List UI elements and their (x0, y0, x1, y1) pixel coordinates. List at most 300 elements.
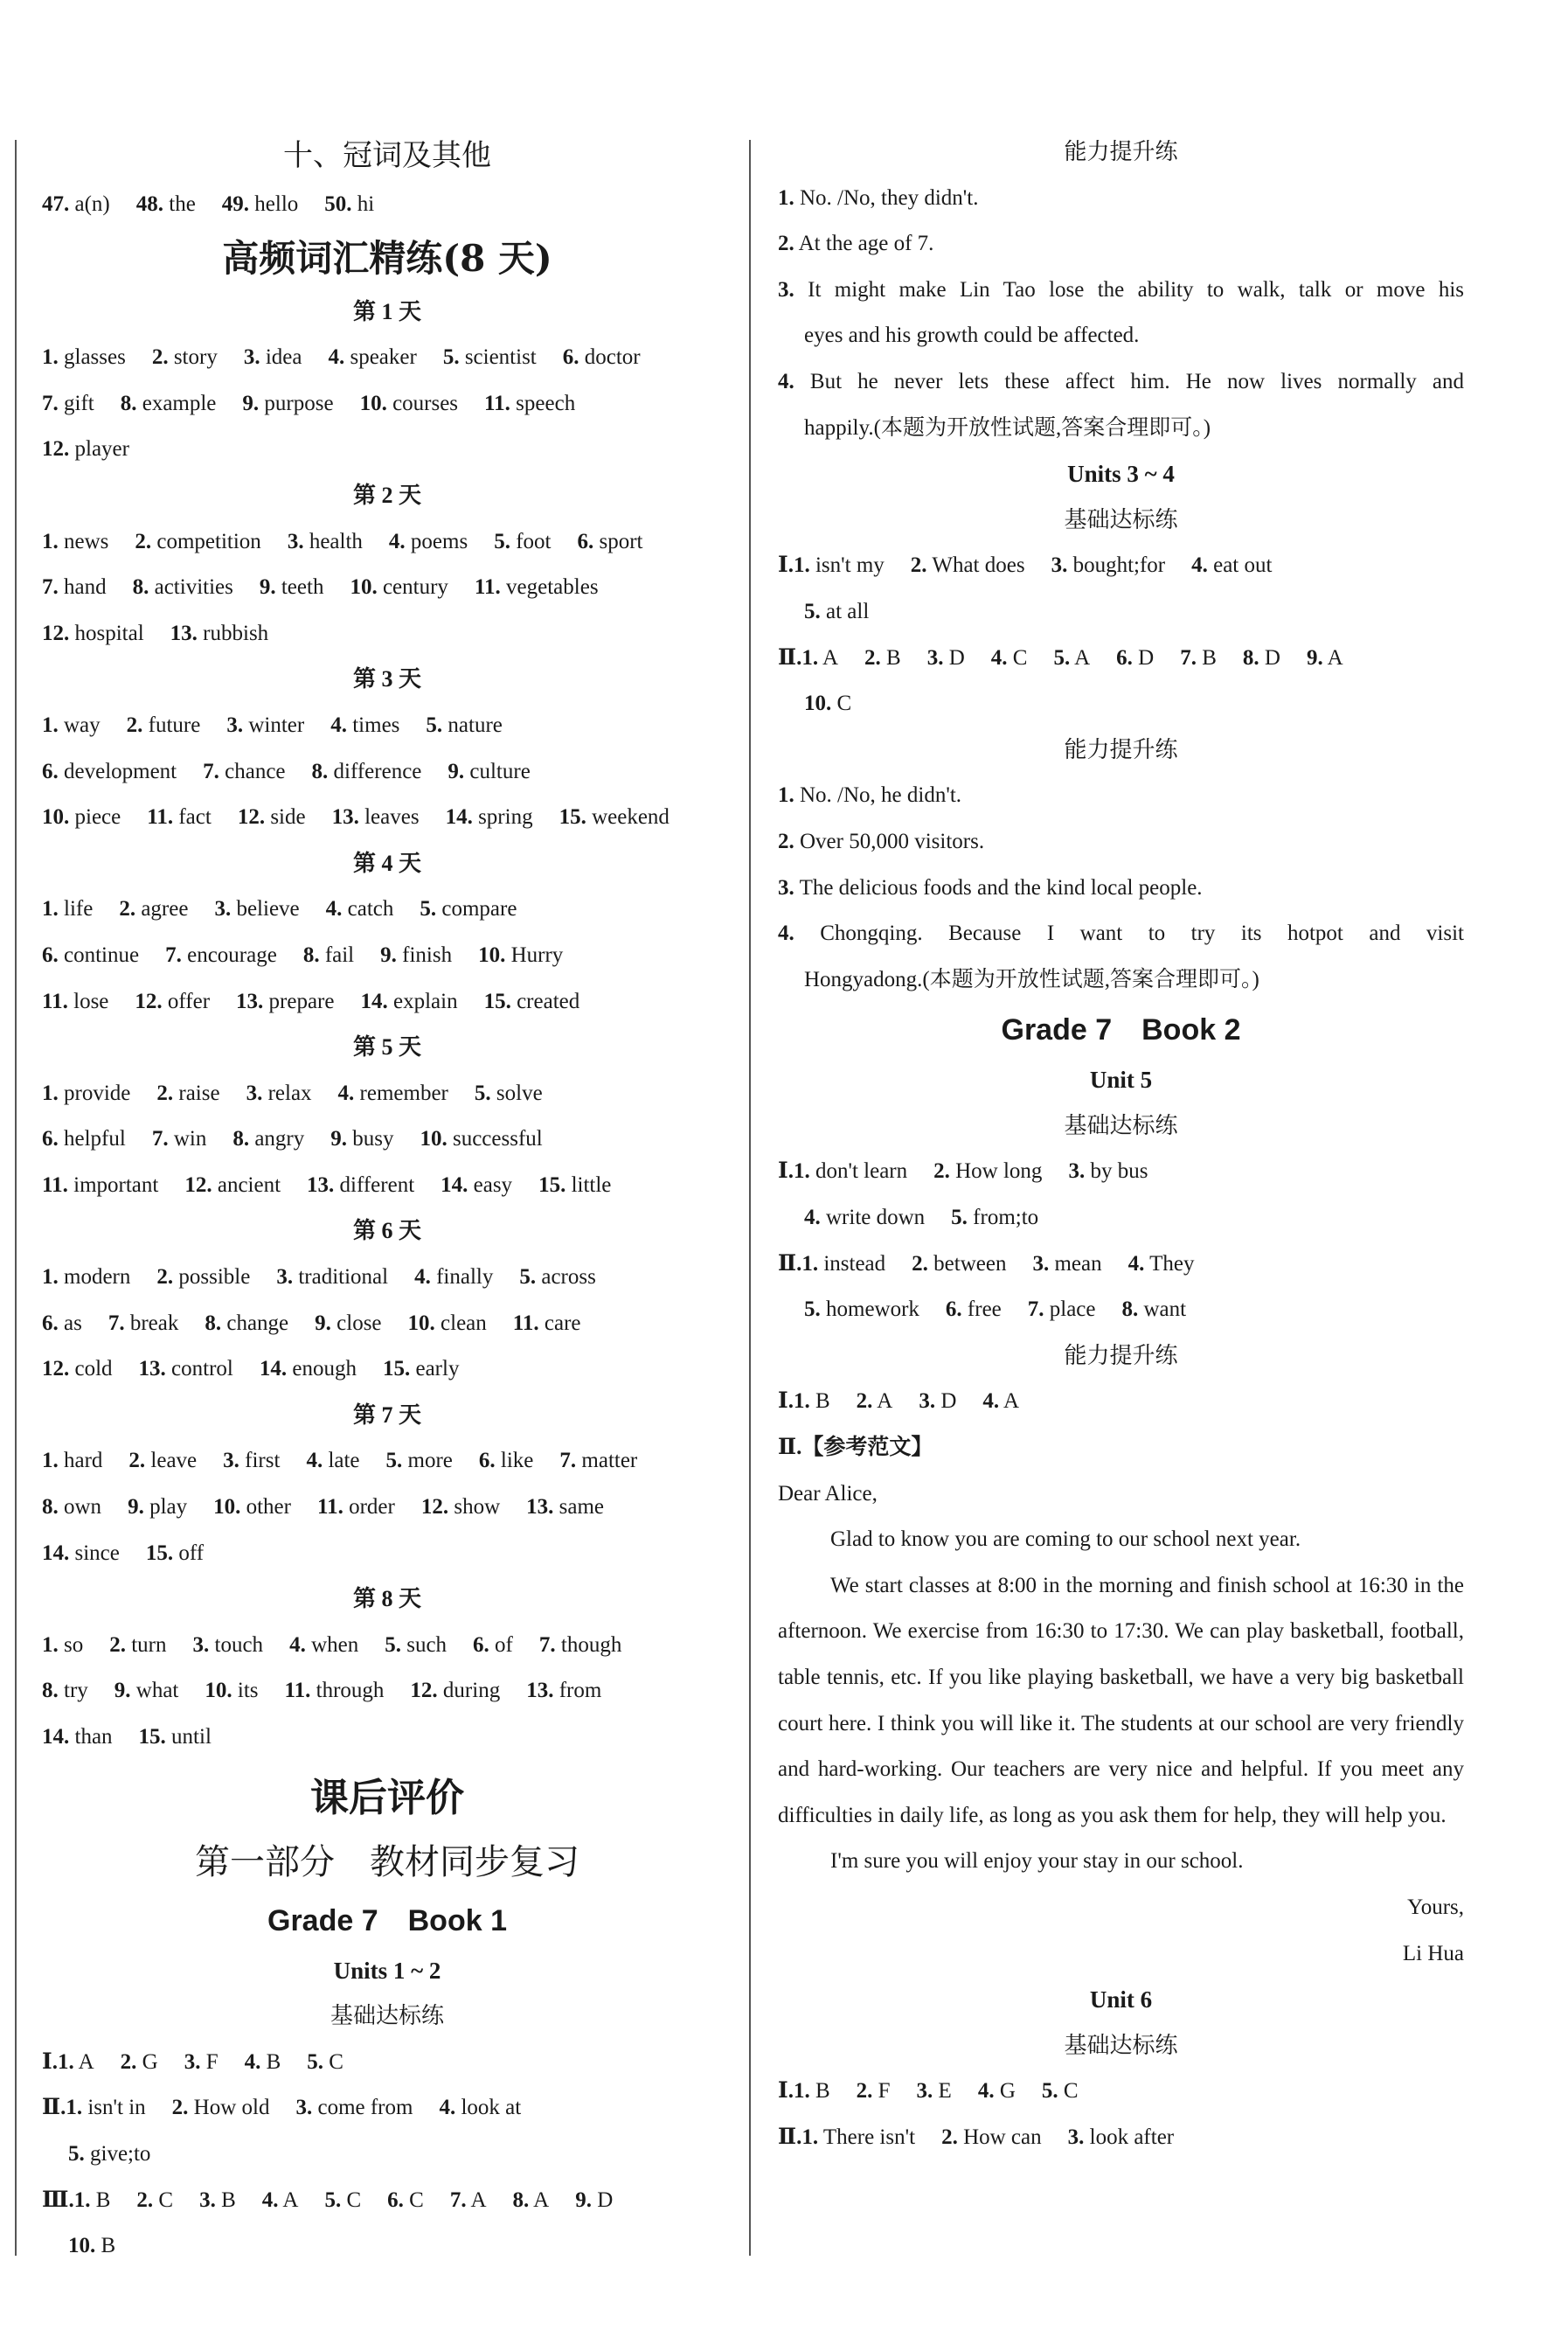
ability-practice-title: 能力提升练 (1064, 139, 1178, 165)
item-answer: F (878, 2079, 891, 2104)
item-answer: as (64, 1311, 82, 1335)
item-number: 4. (244, 2049, 261, 2074)
item-answer: B (266, 2049, 281, 2074)
answer-item (778, 1379, 830, 1425)
item-answer: believe (236, 897, 300, 922)
item-answer: isn't in (87, 2096, 146, 2120)
answer-item (324, 182, 374, 228)
item-number: 5. (385, 1632, 401, 1657)
item-number: 9. (259, 575, 276, 600)
item-number: 5. (442, 345, 460, 370)
item-number: 15. (138, 1725, 166, 1749)
answer-item (941, 2115, 1042, 2161)
item-answer: between (933, 1251, 1007, 1276)
answer-item (232, 1116, 304, 1163)
item-number: 8. (232, 1127, 250, 1151)
item-answer: other (246, 1495, 291, 1520)
item-answer: glasses (64, 345, 126, 370)
item-answer: A (877, 1389, 893, 1414)
item-number: 10. (42, 805, 70, 830)
item-number: 5. (68, 2141, 85, 2166)
item-number: 2. (119, 897, 136, 922)
item-answer: But he never lets these affect him. He now lives normally and (809, 369, 1465, 393)
answer-item (912, 1242, 1006, 1288)
item-number: 3. (295, 2096, 313, 2120)
answer-item (804, 681, 851, 727)
item-answer: century (382, 575, 448, 600)
item-number: 11. (42, 1172, 68, 1197)
answer-item (1243, 636, 1280, 682)
item-number: 3. (276, 1265, 294, 1290)
item-answer: change (226, 1311, 289, 1335)
item-number: 7. (42, 391, 59, 415)
item-answer: clean (441, 1311, 487, 1335)
item-answer: story (173, 345, 218, 370)
item-number: Ⅲ.1. (42, 2187, 91, 2212)
answer-item (128, 1485, 187, 1531)
item-answer: same (559, 1495, 605, 1520)
unit-title: Unit 6 (1089, 1986, 1153, 2014)
item-answer: important (73, 1172, 159, 1197)
item-answer: easy (473, 1172, 513, 1197)
answer-line (42, 887, 732, 933)
answer-line (42, 1255, 732, 1301)
item-number: 10. (213, 1495, 241, 1520)
item-answer: A (78, 2049, 94, 2074)
grade-title: Grade 7 Book 1 (267, 1903, 507, 1937)
item-answer: of (495, 1632, 513, 1657)
answer-item (133, 565, 233, 611)
answer-continuation: happily.(本题为开放性试题,答案合理即可。) (804, 415, 1211, 440)
item-answer: E (938, 2079, 952, 2104)
letter-closing: Yours, (1407, 1895, 1464, 1919)
item-number: 1. (778, 783, 794, 808)
item-answer: though (560, 1632, 622, 1657)
answer-item (42, 1668, 88, 1714)
item-answer: development (64, 759, 177, 783)
item-answer: D (1138, 645, 1155, 670)
unit-title: Unit 5 (1089, 1067, 1153, 1094)
answer-line (42, 1346, 732, 1393)
item-answer: gift (64, 391, 94, 415)
answer-line (778, 1149, 1464, 1195)
answer-line (778, 681, 1464, 727)
item-number: 3. (778, 875, 794, 900)
answer-item (238, 795, 306, 841)
item-answer: teeth (281, 575, 324, 600)
answer-item (526, 1668, 601, 1714)
item-answer: No. /No, he didn't. (800, 783, 962, 808)
answer-line (42, 2040, 732, 2086)
answer-item (260, 1346, 357, 1393)
answer-item (42, 1163, 158, 1209)
answer-item (513, 2178, 550, 2224)
item-answer: B (101, 2234, 116, 2258)
answer-item (42, 703, 101, 749)
answer-line (42, 1301, 732, 1347)
item-number: 14. (42, 1725, 70, 1749)
answer-item (127, 703, 201, 749)
answer-item (383, 1346, 459, 1393)
item-answer: win (173, 1127, 207, 1151)
item-number: 7. (559, 1449, 577, 1473)
answer-item (387, 2178, 424, 2224)
item-number: 3. (246, 1081, 263, 1105)
answer-item (245, 2040, 281, 2086)
letter-paragraph-2 (778, 1563, 1464, 1840)
answer-item (214, 887, 299, 933)
item-number: 4. (990, 645, 1008, 670)
item-answer: activities (154, 575, 233, 600)
item-number: 10. (804, 692, 832, 716)
answer-item (443, 335, 537, 381)
item-answer: instead (823, 1251, 886, 1276)
item-answer: side (270, 805, 306, 830)
item-answer: what (135, 1679, 179, 1703)
answer-line (778, 359, 1464, 406)
item-answer: care (544, 1311, 581, 1335)
answer-item (448, 749, 530, 796)
basic-practice-title: 基础达标练 (1064, 506, 1178, 533)
item-answer: C (1063, 2079, 1079, 2104)
answer-line (42, 1714, 732, 1761)
item-answer: doctor (584, 345, 641, 370)
item-answer: finish (402, 942, 453, 967)
answer-item (1042, 2069, 1079, 2115)
answer-continuation: eyes and his growth could be affected. (804, 323, 1140, 348)
day-heading: 第 6 天 (352, 1218, 421, 1244)
answer-line (42, 2132, 732, 2178)
answer-item (917, 2069, 952, 2115)
answer-line (42, 979, 732, 1026)
item-answer: want (1143, 1297, 1187, 1322)
item-number: 12. (42, 621, 70, 645)
answer-line (42, 703, 732, 749)
item-number: 11. (42, 989, 68, 1013)
answer-item (42, 565, 107, 611)
vocab-section-title: 高频词汇精练(8 天) (222, 236, 552, 280)
item-answer: give;to (90, 2141, 151, 2166)
answer-line (778, 911, 1464, 957)
item-number: 3. (226, 713, 244, 737)
item-answer: What does (932, 553, 1025, 578)
answer-item (152, 1116, 207, 1163)
item-number: 11. (474, 575, 501, 600)
answer-item (42, 2085, 146, 2132)
answer-item (439, 2085, 521, 2132)
item-answer: offer (167, 989, 211, 1013)
item-number: 8. (205, 1311, 222, 1335)
answer-item (559, 795, 670, 841)
item-answer: speech (516, 391, 576, 415)
item-number: 6. (473, 1632, 489, 1657)
item-answer: vegetables (506, 575, 599, 600)
item-answer: C (1012, 645, 1028, 670)
answer-item (42, 381, 94, 428)
answer-line (42, 427, 732, 473)
item-number: 15. (382, 1357, 411, 1381)
item-number: 3. (223, 1449, 239, 1473)
item-number: 4. (1191, 553, 1208, 578)
answer-item (42, 182, 110, 228)
item-answer: continue (64, 942, 140, 967)
answer-item (312, 749, 422, 796)
item-number: 9. (315, 1311, 331, 1335)
item-answer: winter (248, 713, 305, 737)
answer-line (42, 795, 732, 841)
item-answer: hello (254, 192, 299, 216)
item-answer: relax (267, 1081, 312, 1105)
answer-item (1053, 636, 1090, 682)
item-answer: foot (516, 529, 552, 553)
item-answer: busy (352, 1127, 394, 1151)
item-number: 10. (420, 1127, 448, 1151)
item-number: 2. (910, 553, 927, 578)
answer-item (857, 2069, 891, 2115)
item-number: 9. (380, 942, 397, 967)
item-number: 1. (42, 1265, 59, 1290)
item-answer: hi (357, 192, 375, 216)
item-number: 2. (171, 2096, 189, 2120)
item-answer: idea (265, 345, 302, 370)
item-answer: by bus (1090, 1159, 1148, 1184)
item-number: 5. (804, 1297, 821, 1322)
answer-item (978, 2069, 1016, 2115)
answer-line (42, 749, 732, 796)
answer-item (42, 2178, 110, 2224)
letter-paragraph-3: I'm sure you will enjoy your stay in our school. (830, 1849, 1244, 1874)
answer-item (326, 887, 394, 933)
column-divider (749, 140, 751, 2256)
item-number: 2. (126, 713, 143, 737)
item-answer: don't learn (815, 1159, 908, 1184)
item-number: 5. (420, 897, 437, 922)
answer-item (152, 335, 218, 381)
item-answer: isn't my (815, 553, 885, 578)
item-number: 4. (439, 2096, 456, 2120)
item-answer: F (205, 2049, 219, 2074)
answer-line (778, 773, 1464, 819)
item-answer: The delicious foods and the kind local people. (799, 875, 1203, 900)
answer-line (778, 1195, 1464, 1242)
answer-item (410, 1668, 500, 1714)
answer-item (205, 1668, 258, 1714)
item-answer: such (406, 1632, 448, 1657)
answer-line (778, 221, 1464, 268)
item-answer: angry (254, 1127, 305, 1151)
answer-item (513, 1301, 581, 1347)
answer-line (42, 1163, 732, 1209)
item-answer: chance (225, 759, 286, 783)
item-answer: lose (73, 989, 109, 1013)
basic-practice-title: 基础达标练 (1064, 1112, 1178, 1139)
item-number: 49. (221, 192, 250, 216)
item-number: 12. (420, 1495, 449, 1520)
answer-item (577, 519, 642, 566)
answer-item (170, 611, 269, 657)
item-number: 2. (941, 2125, 958, 2149)
item-number: 4. (261, 2187, 279, 2212)
answer-item (563, 335, 641, 381)
item-number: 4. (330, 713, 347, 737)
item-number: Ⅱ.1. (42, 2096, 83, 2120)
item-number: 4. (306, 1449, 323, 1473)
item-answer: eat out (1213, 553, 1273, 578)
answer-item (414, 1255, 493, 1301)
item-number: 5. (307, 2049, 324, 2074)
answer-item (946, 1287, 1002, 1333)
answer-item (408, 1301, 487, 1347)
answer-item (223, 1438, 280, 1485)
item-answer: C (346, 2187, 362, 2212)
answer-line (778, 543, 1464, 589)
answer-item (360, 979, 457, 1026)
item-number: 2. (778, 232, 794, 256)
item-number: 15. (483, 989, 511, 1013)
answer-item (1068, 2115, 1174, 2161)
answer-item (108, 1301, 179, 1347)
answer-item (172, 2085, 270, 2132)
answer-item (295, 2085, 413, 2132)
item-number: Ⅰ.1. (778, 1389, 810, 1414)
item-answer: D (1264, 645, 1280, 670)
item-answer: nature (448, 713, 503, 737)
item-number: 9. (128, 1495, 144, 1520)
item-answer: example (142, 391, 217, 415)
item-answer: late (328, 1449, 360, 1473)
answer-item (1051, 543, 1166, 589)
item-answer: early (415, 1357, 460, 1381)
answer-line (42, 335, 732, 381)
item-answer: possible (178, 1265, 251, 1290)
answer-item (288, 519, 363, 566)
item-answer: speaker (350, 345, 417, 370)
day-heading: 第 3 天 (352, 666, 421, 692)
item-answer: How long (955, 1159, 1043, 1184)
item-number: 48. (135, 192, 163, 216)
answer-line (42, 2223, 732, 2270)
answer-item (156, 1071, 219, 1117)
item-number: 4. (778, 369, 794, 393)
item-number: 3. (192, 1632, 210, 1657)
answer-item (1068, 1149, 1148, 1195)
item-number: 2. (912, 1251, 928, 1276)
answer-item (804, 1287, 919, 1333)
item-number: 7. (42, 575, 59, 600)
answer-item (276, 1255, 388, 1301)
answer-item (119, 887, 188, 933)
item-answer: order (349, 1495, 395, 1520)
item-number: 4. (328, 345, 345, 370)
item-answer: try (64, 1679, 88, 1703)
item-answer: ancient (217, 1172, 281, 1197)
item-answer: poems (410, 529, 468, 553)
answer-item (385, 1623, 447, 1669)
item-number: 3. (919, 1389, 936, 1414)
answer-line (42, 1071, 732, 1117)
answer-line (778, 1242, 1464, 1288)
item-number: 3. (1067, 2125, 1085, 2149)
item-answer: raise (178, 1081, 220, 1105)
item-number: 5. (324, 2187, 342, 2212)
item-answer: fail (324, 942, 355, 967)
item-answer: touch (214, 1632, 264, 1657)
item-number: 7. (165, 942, 182, 967)
item-answer: Over 50,000 visitors. (800, 829, 985, 853)
item-number: 2. (135, 529, 152, 553)
item-answer: player (74, 437, 129, 462)
answer-line (778, 268, 1464, 314)
item-number: 9. (575, 2187, 592, 2212)
item-number: 10. (205, 1679, 232, 1703)
item-number: 5. (804, 599, 821, 623)
answer-line (42, 381, 732, 428)
answer-item (494, 519, 551, 566)
day-heading: 第 7 天 (352, 1401, 421, 1428)
answer-line (778, 636, 1464, 682)
answer-item (478, 933, 563, 979)
answer-item (420, 887, 517, 933)
item-answer: so (64, 1632, 84, 1657)
item-answer: place (1049, 1297, 1096, 1322)
item-answer: when (311, 1632, 359, 1657)
item-number: 3. (184, 2049, 201, 2074)
answer-item (421, 1485, 500, 1531)
answer-item (42, 427, 129, 473)
answer-item (42, 979, 108, 1026)
item-number: 6. (42, 1311, 59, 1335)
item-number: 5. (494, 529, 510, 553)
day-heading: 第 5 天 (352, 1034, 421, 1061)
item-answer: health (309, 529, 363, 553)
item-number: 5. (519, 1265, 537, 1290)
item-number: 13. (138, 1357, 166, 1381)
letter-paragraph-2-text: We start classes at 8:00 in the morning and finish school at 16:30 in the afternoon. We exercise from 16:30 to 17:30. We can play basketball, football, table tennis, etc. If you like playing basketball, we have a very big basketball court here. I think you will like it. The students at our school are very friendly and hard-working. Our teachers are very nice and helpful. If you meet any difficulties in daily life, as long as you ask them for help, they will help you. (778, 1573, 1464, 1827)
item-answer: future (148, 713, 201, 737)
day-heading: 第 2 天 (352, 482, 421, 508)
item-answer: created (517, 989, 580, 1013)
item-number: 11. (316, 1495, 343, 1520)
item-answer: A (1003, 1389, 1020, 1414)
item-answer: competition (156, 529, 261, 553)
answer-item (244, 335, 302, 381)
item-answer: homework (826, 1297, 919, 1322)
item-number: 1. (42, 529, 59, 553)
item-number: Ⅱ.1. (778, 2125, 819, 2149)
answer-item (484, 979, 580, 1026)
item-number: 12. (135, 989, 163, 1013)
item-answer: traditional (298, 1265, 389, 1290)
answer-item (42, 795, 121, 841)
letter-greeting: Dear Alice, (778, 1481, 878, 1506)
answer-item (575, 2178, 613, 2224)
item-number: 1. (42, 345, 59, 370)
item-number: 3. (1051, 553, 1068, 578)
answer-line (42, 2085, 732, 2132)
answer-item (289, 1623, 358, 1669)
item-answer: D (597, 2187, 614, 2212)
answer-item (350, 565, 448, 611)
answer-item (778, 636, 838, 682)
answer-item (778, 1149, 907, 1195)
item-answer: G (142, 2049, 158, 2074)
answer-item (199, 2178, 236, 2224)
item-answer: A (1327, 645, 1343, 670)
answer-item (42, 887, 93, 933)
units-title: Units 1 ~ 2 (333, 1957, 441, 1984)
basic-practice-title: 基础达标练 (1064, 2032, 1178, 2059)
item-answer: A (282, 2187, 299, 2212)
